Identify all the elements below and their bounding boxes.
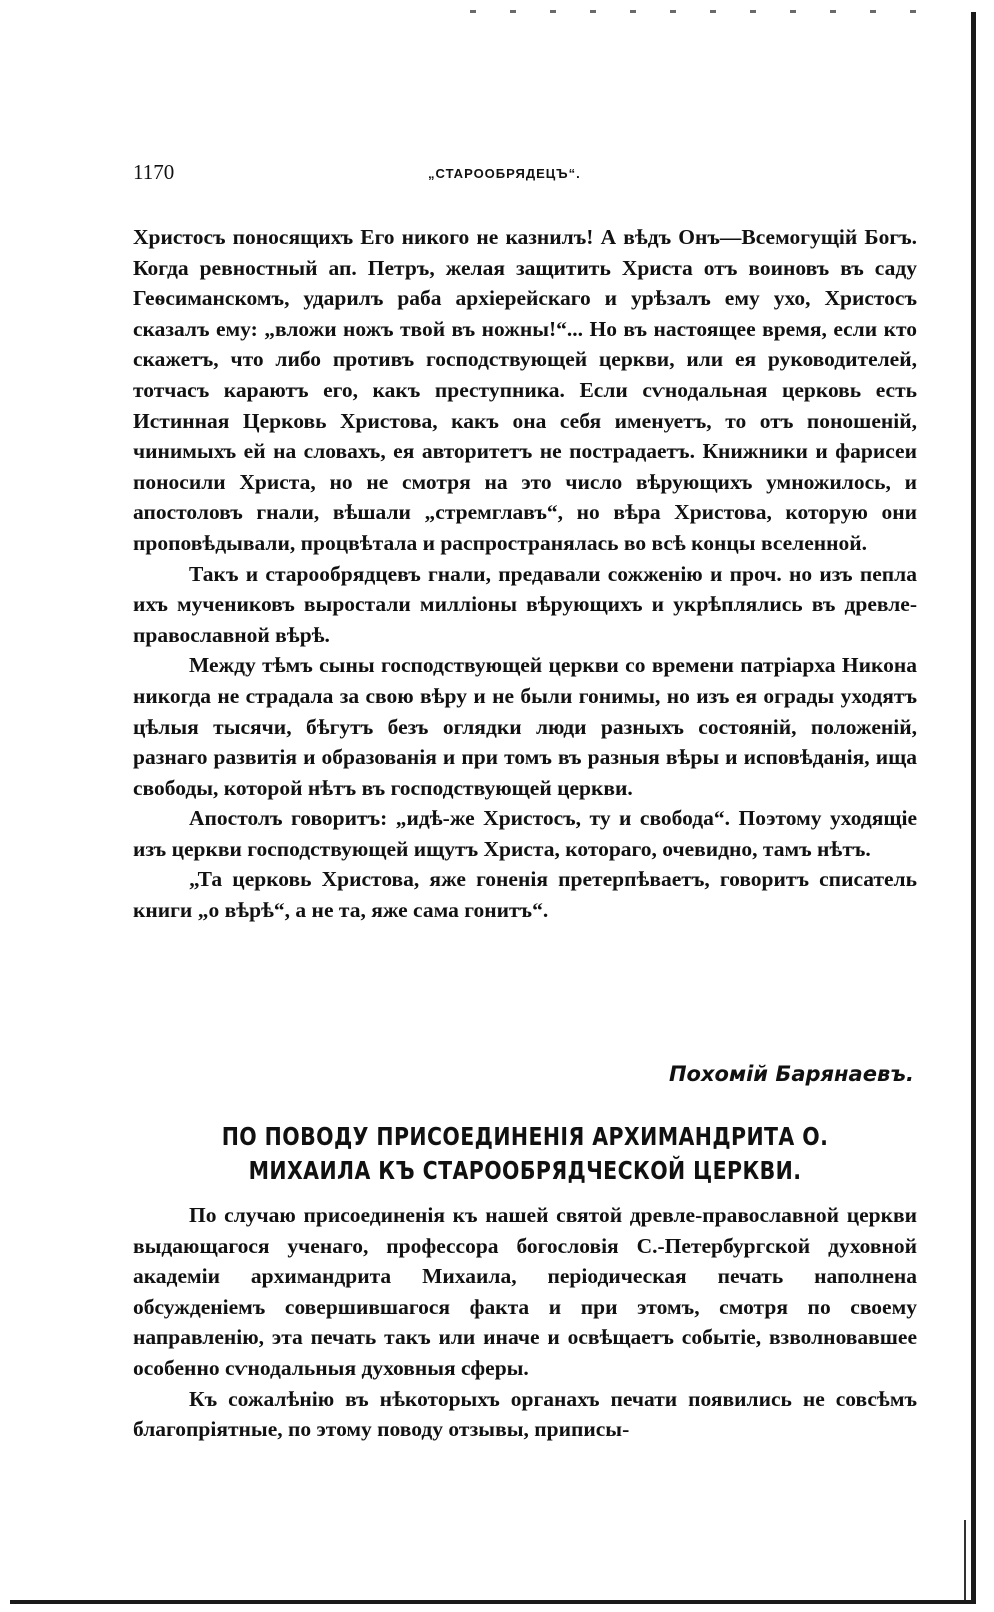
paragraph: Апостолъ говоритъ: „идѣ-же Христосъ, ту и свобода“. Поэтому уходящіе изъ церкви господствующей ищутъ Христа, котораго, очевидно, тамъ нѣтъ.	[133, 806, 917, 861]
paragraph: „Та церковь Христова, яже гоненія претерпѣваетъ, говоритъ списатель книги „о вѣрѣ“, а не та, яже сама гонитъ“.	[133, 867, 917, 923]
journal-title: „СТАРООБРЯДЕЦЪ“.	[428, 166, 581, 181]
paragraph: Христосъ поносящихъ Его никого не казнилъ! А вѣдъ Онъ—Всемогущій Богъ. Когда ревностный ап. Петръ, желая защитить Христа отъ воиновъ въ саду Геѳсиманскомъ, ударилъ раба архіерейскаго и урѣзалъ ему ухо, Христосъ сказалъ ему: „вложи ножъ твой въ ножны!“... Но въ настоящее время, если кто скажетъ, что либо противъ господствующей церкви, или ея руководителей, тотчасъ караютъ его, какъ преступника. Если сѵнодальная церковь есть Истинная Церковь Христова, какъ она себя именуетъ, то отъ поношеній, чинимыхъ ей на словахъ, ея авторитетъ не пострадаетъ. Книжники и фарисеи поносили Христа, но не смотря на это число вѣрующихъ умножилось, и апостоловъ гнали, вѣшали „стремглавъ“, но вѣра Христова, которую они проповѣдывали, процвѣтала и распространялась во всѣ концы вселенной.	[133, 225, 917, 555]
paragraph: Къ сожалѣнію въ нѣкоторыхъ органахъ печати появились не совсѣмъ благопріятные, по этому поводу отзывы, приписы-	[133, 1386, 917, 1442]
scan-right-border	[971, 12, 976, 1602]
paragraph: Между тѣмъ сыны господствующей церкви со времени патріарха Никона никогда не страдала за свою вѣру и не были гонимы, но изъ ея ограды уходятъ цѣлыя тысячи, бѣгутъ безъ оглядки люди разныхъ состояній, положеній, разнаго развитія и образованія и при томъ въ разныя вѣры и исповѣданія, ища свободы, которой нѣтъ въ господствующей церкви.	[133, 653, 917, 800]
section-1-text	[133, 222, 917, 926]
author-signature: Похомій Барянаевъ.	[668, 1062, 914, 1086]
paragraph: Такъ и старообрядцевъ гнали, предавали сожженію и проч. но изъ пепла ихъ мучениковъ выростали милліоны вѣрующихъ и укрѣплялись въ древле-православной вѣрѣ.	[133, 561, 917, 647]
article-title: ПО ПОВОДУ ПРИСОЕДИНЕНІЯ АРХИМАНДРИТА О. МИХАИЛА КЪ СТАРООБРЯДЧЕСКОЙ ЦЕРКВИ.	[221, 1122, 829, 1185]
scan-right-border-inner	[964, 1520, 966, 1600]
running-head	[133, 160, 923, 186]
article-text	[133, 1200, 917, 1445]
scan-edge-artifact	[470, 10, 950, 13]
scan-bottom-border	[10, 1600, 976, 1604]
page-number: 1170	[133, 160, 175, 184]
paragraph: По случаю присоединенія къ нашей святой древле-православной церкви выдающагося ученаго, профессора богословія С.-Петербургской духовной академіи архимандрита Михаила, періодическая печать наполнена обсужденіемъ совершившагося факта и при этомъ, смотря по своему направленію, эта печать такъ или иначе и освѣщаетъ событіе, взволновавшее особенно сѵнодальныя духовныя сферы.	[133, 1203, 917, 1380]
